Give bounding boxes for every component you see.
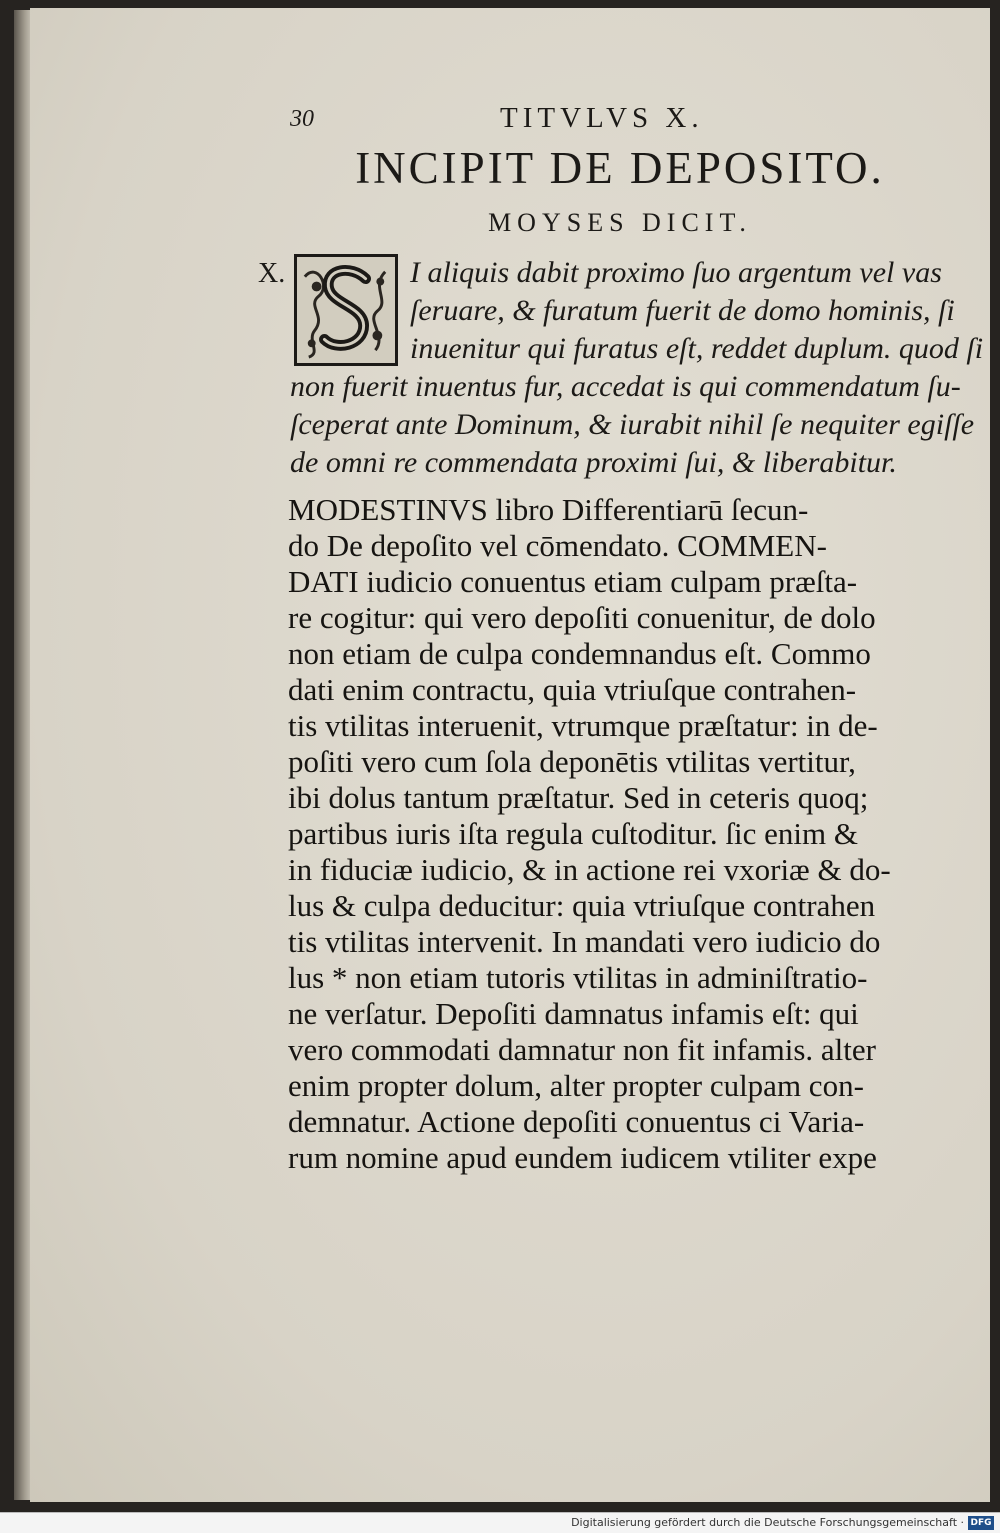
prose-line: DATI iudicio conuentus etiam culpam præſta- xyxy=(288,564,858,599)
prose-line: dati enim contractu, quia vtriuſque contrahen- xyxy=(288,672,857,707)
prose-line: re cogitur: qui vero depoſiti conuenitur, de dolo xyxy=(288,600,876,635)
verse-line: I aliquis dabit proximo ſuo argentum vel vas xyxy=(410,256,942,289)
chapter-title: INCIPIT DE DEPOSITO. xyxy=(355,143,885,193)
page-number: 30 xyxy=(290,106,314,132)
prose-line: rum nomine apud eundem iudicem vtiliter expe xyxy=(288,1140,877,1175)
prose-line: enim propter dolum, alter propter culpam con- xyxy=(288,1068,864,1103)
footer-credit: Digitalisierung gefördert durch die Deutsche Forschungsgemeinschaft · xyxy=(571,1516,964,1529)
prose-line: partibus iuris iſta regula cuſtoditur. ſic enim & xyxy=(288,816,858,851)
ornament-icon xyxy=(297,257,395,363)
prose-line: demnatur. Actione depoſiti conuentus ci Varia- xyxy=(288,1104,865,1139)
running-head: TITVLVS X. xyxy=(500,102,704,134)
prose-line: tis vtilitas interuenit, vtrumque præſtatur: in de- xyxy=(288,708,878,743)
verse-line: ſeruare, & furatum fuerit de domo hominis, ſi xyxy=(410,294,955,327)
verse-line: inuenitur qui furatus eſt, reddet duplum. quod ſi xyxy=(410,332,984,365)
prose-line: tis vtilitas intervenit. In mandati vero iudicio do xyxy=(288,924,881,959)
page-header xyxy=(260,100,940,140)
prose-line: poſiti vero cum ſola deponētis vtilitas vertitur, xyxy=(288,744,856,779)
prose-line: MODESTINVS libro Differentiarū ſecun- xyxy=(288,492,809,527)
digitization-footer xyxy=(0,1512,1000,1533)
verse-marker: X. xyxy=(258,258,286,289)
prose-line: ne verſatur. Depoſiti damnatus infamis eſt: qui xyxy=(288,996,859,1031)
section-title: MOYSES DICIT. xyxy=(488,208,752,237)
verse-line: ſceperat ante Dominum, & iurabit nihil ſe nequiter egiſſe xyxy=(290,408,975,441)
verse-line: de omni re commendata proximi ſui, & liberabitur. xyxy=(290,446,897,479)
dfg-logo-icon: DFG xyxy=(968,1516,994,1530)
prose-line: non etiam de culpa condemnandus eſt. Commo xyxy=(288,636,871,671)
decorated-initial-s xyxy=(294,254,398,366)
prose-line: in fiduciæ iudicio, & in actione rei vxoriæ & do- xyxy=(288,852,891,887)
prose-line: ibi dolus tantum præſtatur. Sed in ceteris quoq; xyxy=(288,780,869,815)
prose-line: lus & culpa deducitur: quia vtriuſque contrahen xyxy=(288,888,876,923)
prose-line: lus * non etiam tutoris vtilitas in adminiſtratio- xyxy=(288,960,868,995)
prose-line: vero commodati damnatur non fit infamis. alter xyxy=(288,1032,876,1067)
verse-line: non fuerit inuentus fur, accedat is qui commendatum ſu- xyxy=(290,370,961,403)
prose-line: do De depoſito vel cōmendato. COMMEN- xyxy=(288,528,827,563)
